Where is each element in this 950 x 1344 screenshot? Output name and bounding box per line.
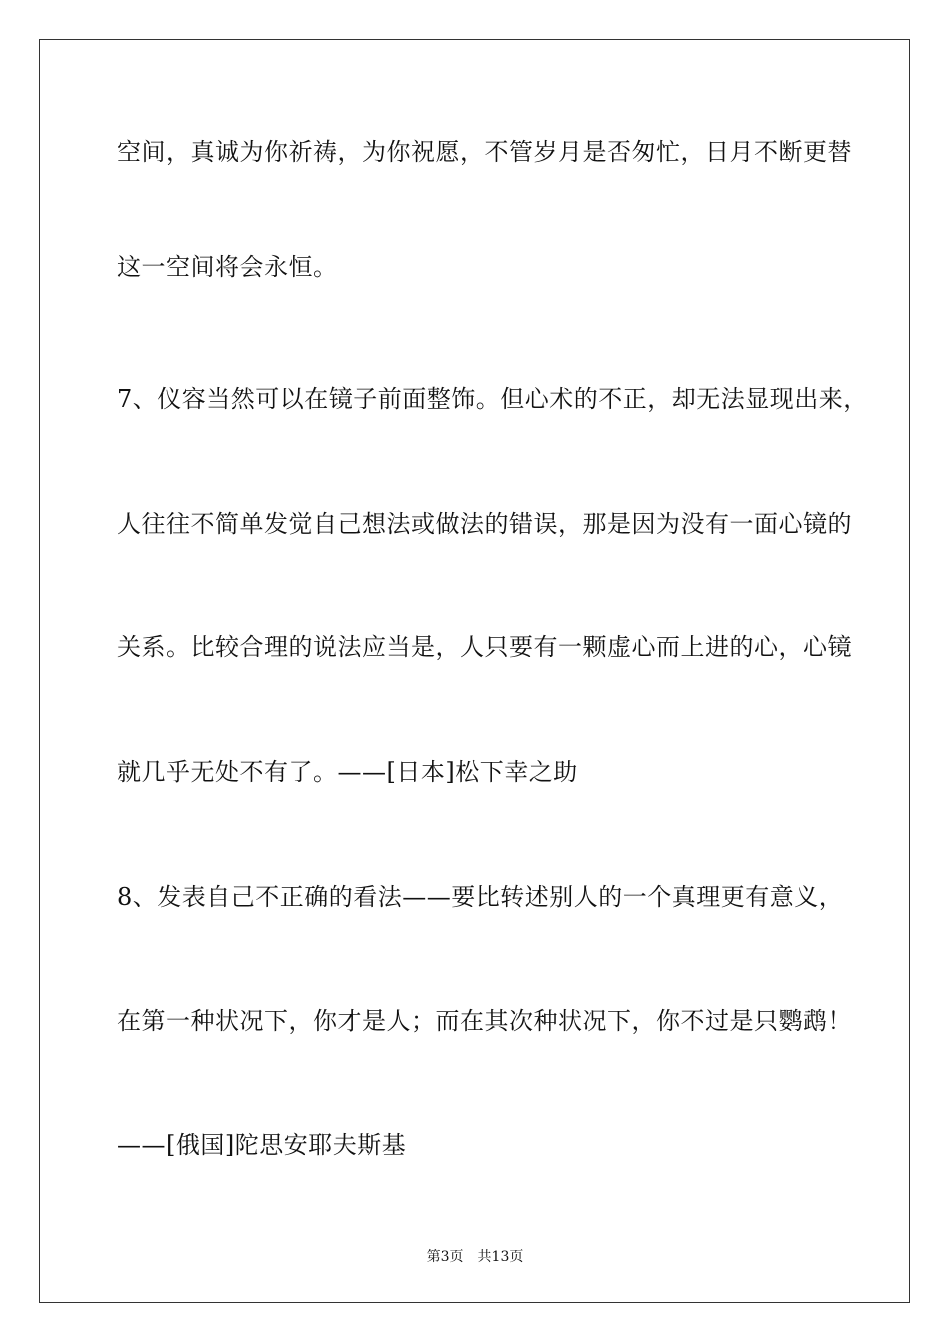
page-total: 共13页 [477,1249,524,1265]
text-line-9: ——[俄国]陀思安耶夫斯基 [117,1131,407,1159]
page-number: 第3页 [426,1249,464,1265]
text-line-3: 7、仪容当然可以在镜子前面整饰。但心术的不正，却无法显现出来， [117,385,868,413]
page-border [39,39,910,1303]
text-line-7: 8、发表自己不正确的看法——要比转述别人的一个真理更有意义， [117,883,844,911]
text-line-6: 就几乎无处不有了。——[日本]松下幸之助 [117,758,578,786]
text-line-8: 在第一种状况下，你才是人；而在其次种状况下，你不过是只鹦鹉！ [117,1007,852,1035]
text-line-1: 空间，真诚为你祈祷，为你祝愿，不管岁月是否匆忙，日月不断更替 [117,138,852,166]
text-line-5: 关系。比较合理的说法应当是，人只要有一颗虚心而上进的心，心镜 [117,633,852,661]
text-line-2: 这一空间将会永恒。 [117,253,338,281]
text-line-4: 人往往不简单发觉自己想法或做法的错误，那是因为没有一面心镜的 [117,510,852,538]
page-footer [0,1248,950,1266]
